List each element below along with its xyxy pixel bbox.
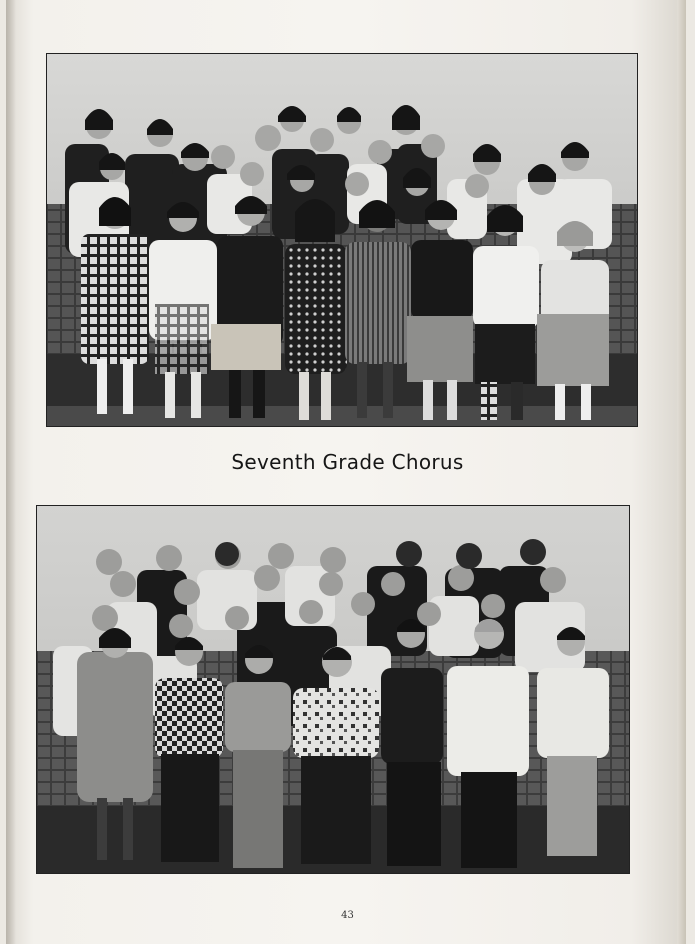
chorus-photo-bottom (36, 505, 630, 874)
chorus-photo-top (46, 53, 638, 427)
photo-caption: Seventh Grade Chorus (231, 450, 464, 474)
page-number: 43 (341, 910, 354, 921)
